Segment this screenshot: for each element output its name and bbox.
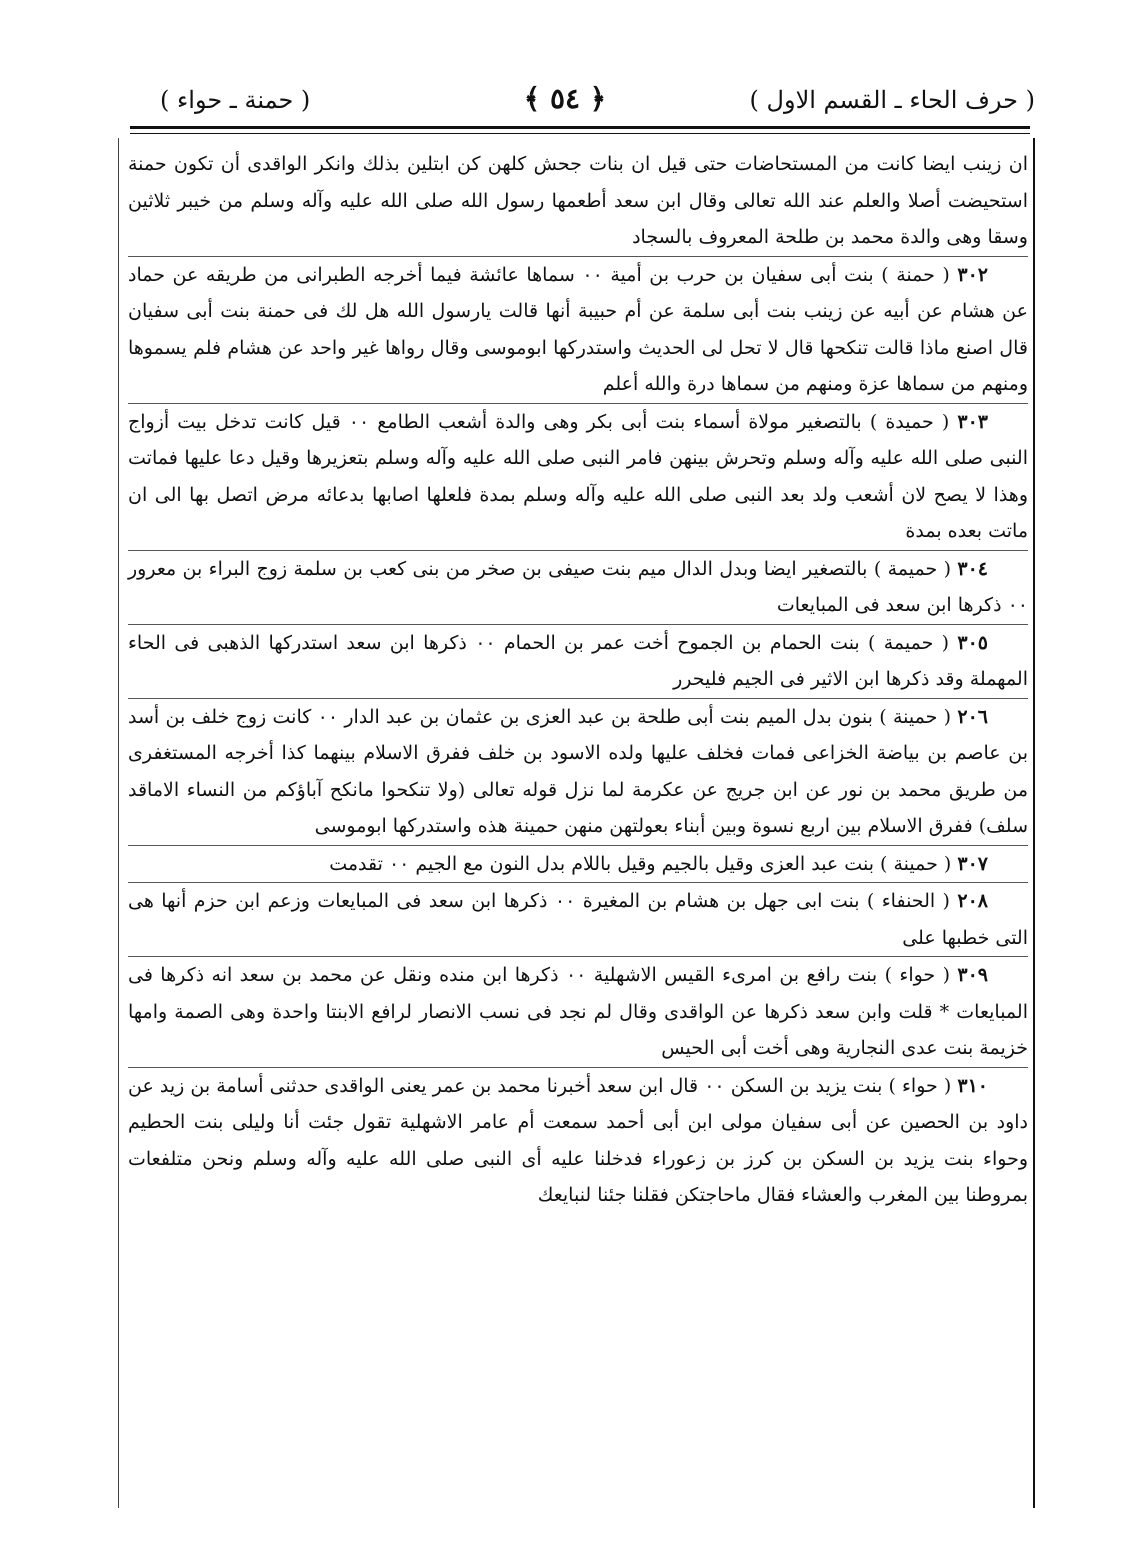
entry-name: ( حواء ) [888,1074,952,1097]
header-entry-names: ( حمنة ـ حواء ) [160,86,311,114]
entry-name: ( حميمة ) [873,557,951,580]
body-text [128,146,1028,1214]
entry [128,956,1028,1067]
entry [128,624,1028,698]
entry [128,1067,1028,1214]
entry-number: ٣٠٢ [957,263,988,286]
entry [128,256,1028,403]
entry-text: بنت عبد العزى وقيل بالجيم وقيل باللام بدل النون مع الجيم ٠٠ تقدمت [329,852,874,875]
header-rule-thin [130,133,1030,134]
header-rule-thick [130,126,1030,129]
entry-name: ( حمينة ) [879,705,952,728]
entry [128,550,1028,624]
entry-name: ( حمنة ) [881,263,950,286]
entry-text: بنون بدل الميم بنت أبى طلحة بن عبد العزى بن عثمان بن عبد الدار ٠٠ كانت زوج خلف بن أسد بن عاصم بن بياضة الخزاعى فمات فخلف عليها ولده الاسود بن خلف ففرق الاسلام بينهما كذا أخرجه المستغفرى من طريق محمد بن نور عن ابن جريج عن عكرمة لما نزل قوله تعالى (ولا تنكحوا مانكح آباؤكم من النساء الاماقد سلف) ففرق الاسلام بين اربع نسوة وبين أبناء بعولتهن منهن حمينة هذه واستدركها ابوموسى [128,705,1028,837]
header-section-title: ( حرف الحاء ـ القسم الاول ) [749,86,1035,114]
entry-text: بنت رافع بن امرىء القيس الاشهلية ٠٠ ذكرها ابن منده ونقل عن محمد بن سعد انه ذكرها فى المبايعات * قلت وابن سعد ذكرها عن الواقدى وقال لم نجد فى نسب الانصار لرافع الابنتا واحدة وهى الصمة وامها خزيمة بنت عدى النجارية وهى أخت أبى الحيس [128,964,1028,1059]
entry-number: ٣١٠ [957,1074,988,1097]
entry-number: ٢٠٨ [957,890,988,912]
entry-name: ( حمينة ) [880,852,952,875]
entry [128,845,1028,883]
entry-text: بالتصغير ايضا وبدل الدال ميم بنت صيفى بن صخر من بنى كعب بن سلمة زوج البراء بن معرور ٠٠ ذكرها ابن سعد فى المبايعات [128,557,1028,616]
entry-name: ( حواء ) [884,964,950,986]
entry-text: بنت أبى سفيان بن حرب بن أمية ٠٠ سماها عائشة فيما أخرجه الطبرانى من طريقه عن حماد عن هشام عن أبيه عن زينب بنت أبى سلمة عن أم حبيبة أنها قالت يارسول الله هل لك فى حمنة بنت أبى سفيان قال اصنع ماذا قالت تنكحها قال لا تحل لى الحديث واستدركها ابوموسى وقال رواها غير واحد عن هشام فلم يسموها ومنهم من سماها عزة ومنهم من سماها درة والله أعلم [128,263,1028,395]
frame-rule-right [1033,138,1035,1508]
entry-text: بنت ابى جهل بن هشام بن المغيرة ٠٠ ذكرها ابن سعد فى المبايعات وزعم ابن حزم أنها هى التى خطبها على [128,890,1028,949]
entry-number: ٣٠٣ [957,410,988,433]
entry [128,882,1028,956]
frame-rule-left [118,138,119,1508]
entry-number: ٣٠٩ [957,964,989,986]
document-page [110,80,1035,1510]
page-header [110,80,1035,130]
entry-number: ٣٠٥ [957,631,988,654]
header-page-number: ﴿ ٥٤ ﴾ [523,82,607,115]
entry-text: بنت يزيد بن السكن ٠٠ قال ابن سعد أخبرنا محمد بن عمر يعنى الواقدى حدثنى أسامة بن زيد عن داود بن الحصين عن أبى سفيان مولى ابن أبى أحمد سمعت أم عامر الاشهلية تقول جئت أنا وليلى بنت الحطيم وحواء بنت يزيد بن السكن بن كرز بن زعوراء فدخلنا عليه أى النبى صلى الله عليه وآله وسلم ونحن متلفعات بمروطنا بين المغرب والعشاء فقال ماحاجتكن فقلنا جئنا لنبايعك [128,1074,1028,1206]
entry-number: ٣٠٧ [957,852,988,875]
entry-name: ( حميمة ) [868,631,950,654]
entry-text: بالتصغير مولاة أسماء بنت أبى بكر وهى والدة أشعب الطامع ٠٠ قيل كانت تدخل بيت أزواج النبى صلى الله عليه وآله وسلم وتحرش بينهن فامر النبى صلى الله عليه وآله وسلم بتعزيرها وقيل دعا عليها فماتت وهذا لا يصح لان أشعب ولد بعد النبى صلى الله عليه وآله وسلم بمدة فلعلها اصابها بدعائه مرض اتصل بها الى ان ماتت بعده بمدة [128,410,1028,542]
entry [128,698,1028,845]
entry-number: ٣٠٤ [957,557,988,580]
intro-paragraph: ان زينب ايضا كانت من المستحاضات حتى قيل ان بنات جحش كلهن كن ابتلين بذلك وانكر الواقدى أن تكون حمنة استحيضت أصلا والعلم عند الله تعالى وقال ابن سعد أطعمها رسول الله صلى الله عليه وآله وسلم من خيبر ثلاثين وسقا وهى والدة محمد بن طلحة المعروف بالسجاد [128,153,1028,248]
entry-name: ( حميدة ) [869,410,950,433]
entry-name: ( الحنفاء ) [866,890,950,912]
entry [128,403,1028,550]
entry-text: بنت الحمام بن الجموح أخت عمر بن الحمام ٠٠ ذكرها ابن سعد استدركها الذهبى فى الحاء المهملة وقد ذكرها ابن الاثير فى الجيم فليحرر [128,631,1028,690]
entry-number: ٢٠٦ [957,705,989,728]
